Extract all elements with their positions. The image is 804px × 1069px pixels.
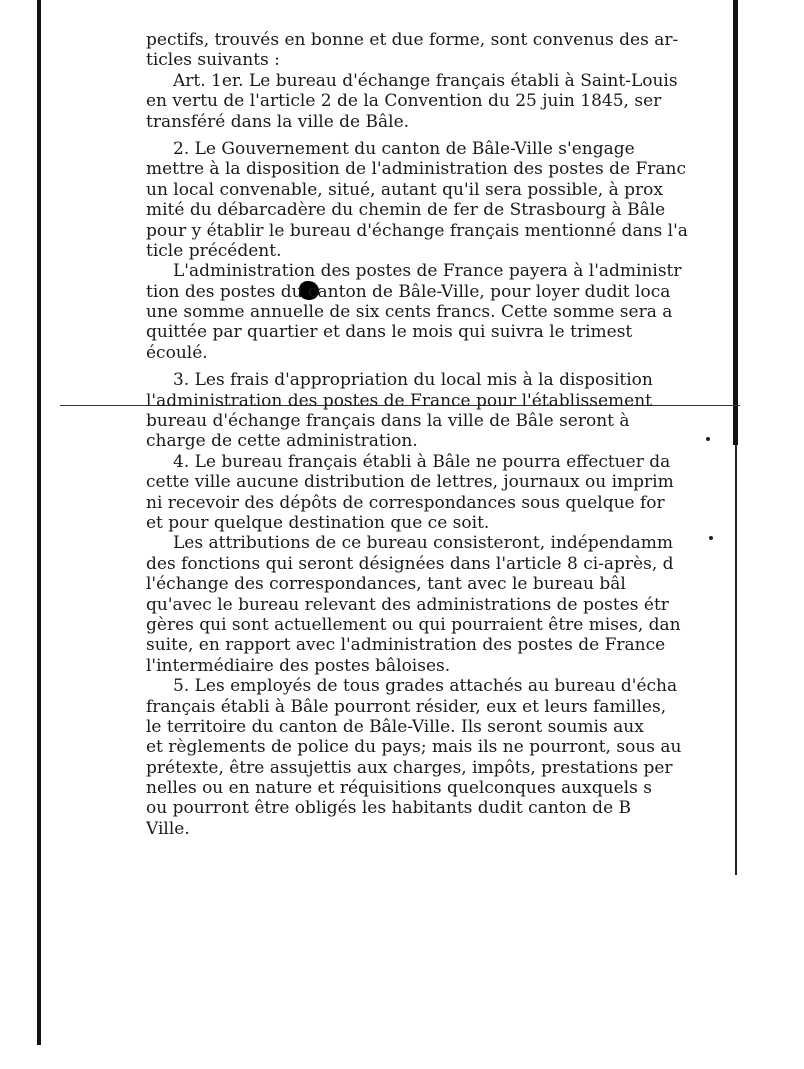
text-line: pectifs, trouvés en bonne et due forme, sont convenus des ar- — [146, 30, 679, 50]
article-heading-line: 4. Le bureau français établi à Bâle ne pourra effectuer da — [173, 451, 671, 472]
text-line: qu'avec le bureau relevant des administrations de postes étr — [146, 594, 669, 615]
text-line: cette ville aucune distribution de lettres, journaux ou imprim — [146, 472, 674, 493]
article-heading-line: 2. Le Gouvernement du canton de Bâle-Ville s'engage — [173, 138, 635, 159]
text-line: tion des postes du canton de Bâle-Ville, pour loyer dudit loca — [146, 281, 671, 302]
text-line: ou pourront être obligés les habitants dudit canton de B — [146, 798, 632, 819]
text-line: ticle précédent. — [146, 240, 282, 261]
text-line: prétexte, être assujettis aux charges, impôts, prestations per — [146, 757, 673, 778]
article-heading-line: 3. Les frais d'appropriation du local mis à la disposition — [173, 370, 653, 391]
page-left-border — [37, 0, 41, 1045]
text-line: nelles ou en nature et réquisitions quelconques auxquels s — [146, 778, 652, 799]
text-line: Les attributions de ce bureau consisteront, indépendamm — [173, 533, 673, 554]
text-line: et règlements de police du pays; mais ils ne pourront, sous au — [146, 737, 682, 758]
text-line: et pour quelque destination que ce soit. — [146, 512, 490, 533]
text-line: mettre à la disposition de l'administration des postes de Franc — [146, 159, 687, 180]
text-line: français établi à Bâle pourront résider, eux et leurs familles, — [146, 696, 667, 717]
text-line: charge de cette administration. — [146, 431, 418, 452]
text-line: quittée par quartier et dans le mois qui suivra le trimest — [146, 322, 633, 343]
text-line: des fonctions qui seront désignées dans l'article 8 ci-après, d — [146, 553, 674, 574]
text-line: L'administration des postes de France payera à l'administr — [173, 261, 682, 282]
text-line: en vertu de l'article 2 de la Convention du 25 juin 1845, ser — [146, 91, 662, 112]
text-line: pour y établir le bureau d'échange français mentionné dans l'a — [146, 220, 688, 241]
text-line: un local convenable, situé, autant qu'il sera possible, à prox — [146, 179, 663, 200]
document-body — [146, 30, 736, 1050]
text-line: ticles suivants : — [146, 50, 280, 71]
text-line: l'administration des postes de France pour l'établissement — [146, 390, 652, 411]
text-line: une somme annuelle de six cents francs. Cette somme sera a — [146, 302, 673, 323]
text-line: mité du débarcadère du chemin de fer de Strasbourg à Bâle — [146, 200, 666, 221]
text-line: Ville. — [146, 818, 190, 839]
text-line: suite, en rapport avec l'administration des postes de France — [146, 635, 666, 656]
text-line: l'intermédiaire des postes bâloises. — [146, 655, 451, 676]
text-line: le territoire du canton de Bâle-Ville. Ils seront soumis aux — [146, 716, 644, 737]
article-heading-line: Art. 1er. Le bureau d'échange français établi à Saint-Louis — [173, 70, 678, 91]
text-line: bureau d'échange français dans la ville de Bâle seront à — [146, 411, 630, 432]
text-line: transféré dans la ville de Bâle. — [146, 111, 410, 132]
text-line: gères qui sont actuellement ou qui pourraient être mises, dan — [146, 614, 681, 635]
text-line: ni recevoir des dépôts de correspondances sous quelque for — [146, 492, 665, 513]
article-heading-line: 5. Les employés de tous grades attachés au bureau d'écha — [173, 676, 678, 697]
text-line: écoulé. — [146, 342, 208, 363]
text-line: l'échange des correspondances, tant avec le bureau bâl — [146, 574, 626, 595]
